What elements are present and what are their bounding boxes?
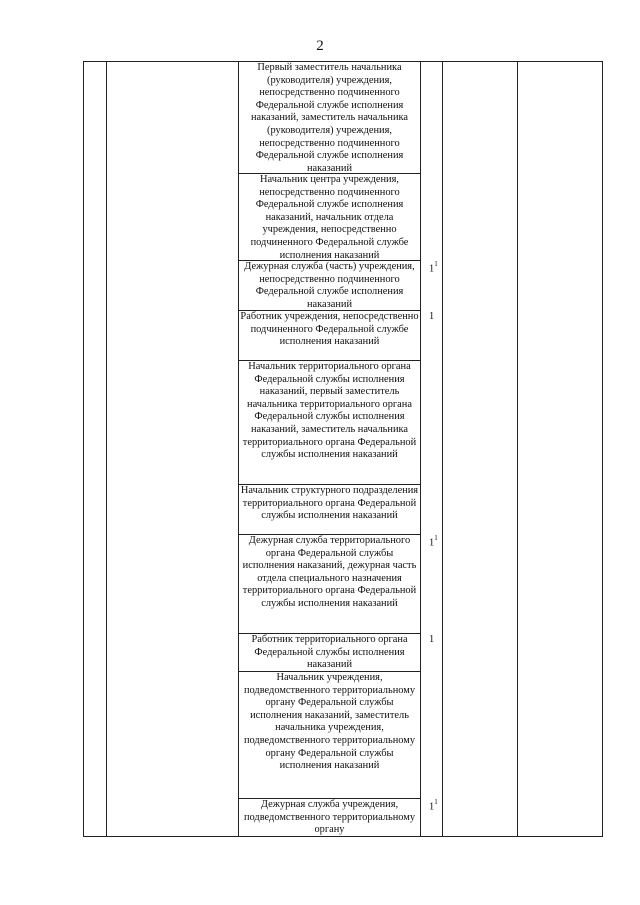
row-text: Начальник центра учреждения, непосредственно подчиненного Федеральной службе исполнения наказаний, начальник отдела учреждения, непосредственно подчиненного Федеральной службе исполнения наказаний: [250, 174, 409, 261]
table-row: [238, 484, 421, 534]
column-divider: [442, 62, 443, 836]
table-row: [238, 798, 421, 838]
document-table: [83, 61, 603, 837]
row-value: 1: [429, 311, 435, 322]
column-divider: [106, 62, 107, 836]
table-row: [238, 633, 421, 671]
row-value: $1^1$: [429, 534, 438, 549]
table-row: [238, 173, 421, 260]
row-text: Дежурная служба учреждения, подведомственного территориальному органу: [243, 799, 416, 836]
table-row: [238, 360, 421, 484]
row-text: Начальник учреждения, подведомственного территориальному органу Федеральной службы исполнения наказаний, заместитель начальника учреждения, подведомственного территориальному органу Федеральной службы исполнения наказаний: [243, 672, 416, 772]
table-row: [238, 62, 421, 173]
table-row: [238, 671, 421, 798]
table-row: [238, 260, 421, 310]
row-text: Начальник территориального органа Федеральной службы исполнения наказаний, первый заместитель начальника территориального органа Федеральной службы исполнения наказаний, заместитель начальника территориального органа Федеральной службы исполнения наказаний: [242, 361, 417, 461]
row-text: Дежурная служба (часть) учреждения, непосредственно подчиненного Федеральной службе исполнения наказаний: [244, 261, 415, 310]
page-number: 2: [316, 38, 324, 54]
row-text: Дежурная служба территориального органа Федеральной службы исполнения наказаний, дежурная часть отдела специального назначения территориального органа Федеральной службы исполнения наказаний: [242, 535, 417, 609]
column-divider: [517, 62, 518, 836]
row-text: Работник территориального органа Федеральной службы исполнения наказаний: [251, 634, 408, 671]
row-text: Работник учреждения, непосредственно подчиненного Федеральной службе исполнения наказаний: [240, 311, 419, 348]
row-text: Начальник структурного подразделения территориального органа Федеральной службы исполнения наказаний: [240, 485, 419, 522]
table-row: [238, 310, 421, 360]
row-value: $1^1$: [429, 260, 438, 275]
table-row: [238, 534, 421, 633]
row-text: Первый заместитель начальника (руководителя) учреждения, непосредственно подчиненного Федеральной службе исполнения наказаний, заместитель начальника (руководителя) учреждения, непосредственно подчиненного Федеральной службе исполнения наказаний: [250, 62, 409, 174]
row-value: $1^1$: [429, 798, 438, 813]
row-value: 1: [429, 634, 435, 645]
